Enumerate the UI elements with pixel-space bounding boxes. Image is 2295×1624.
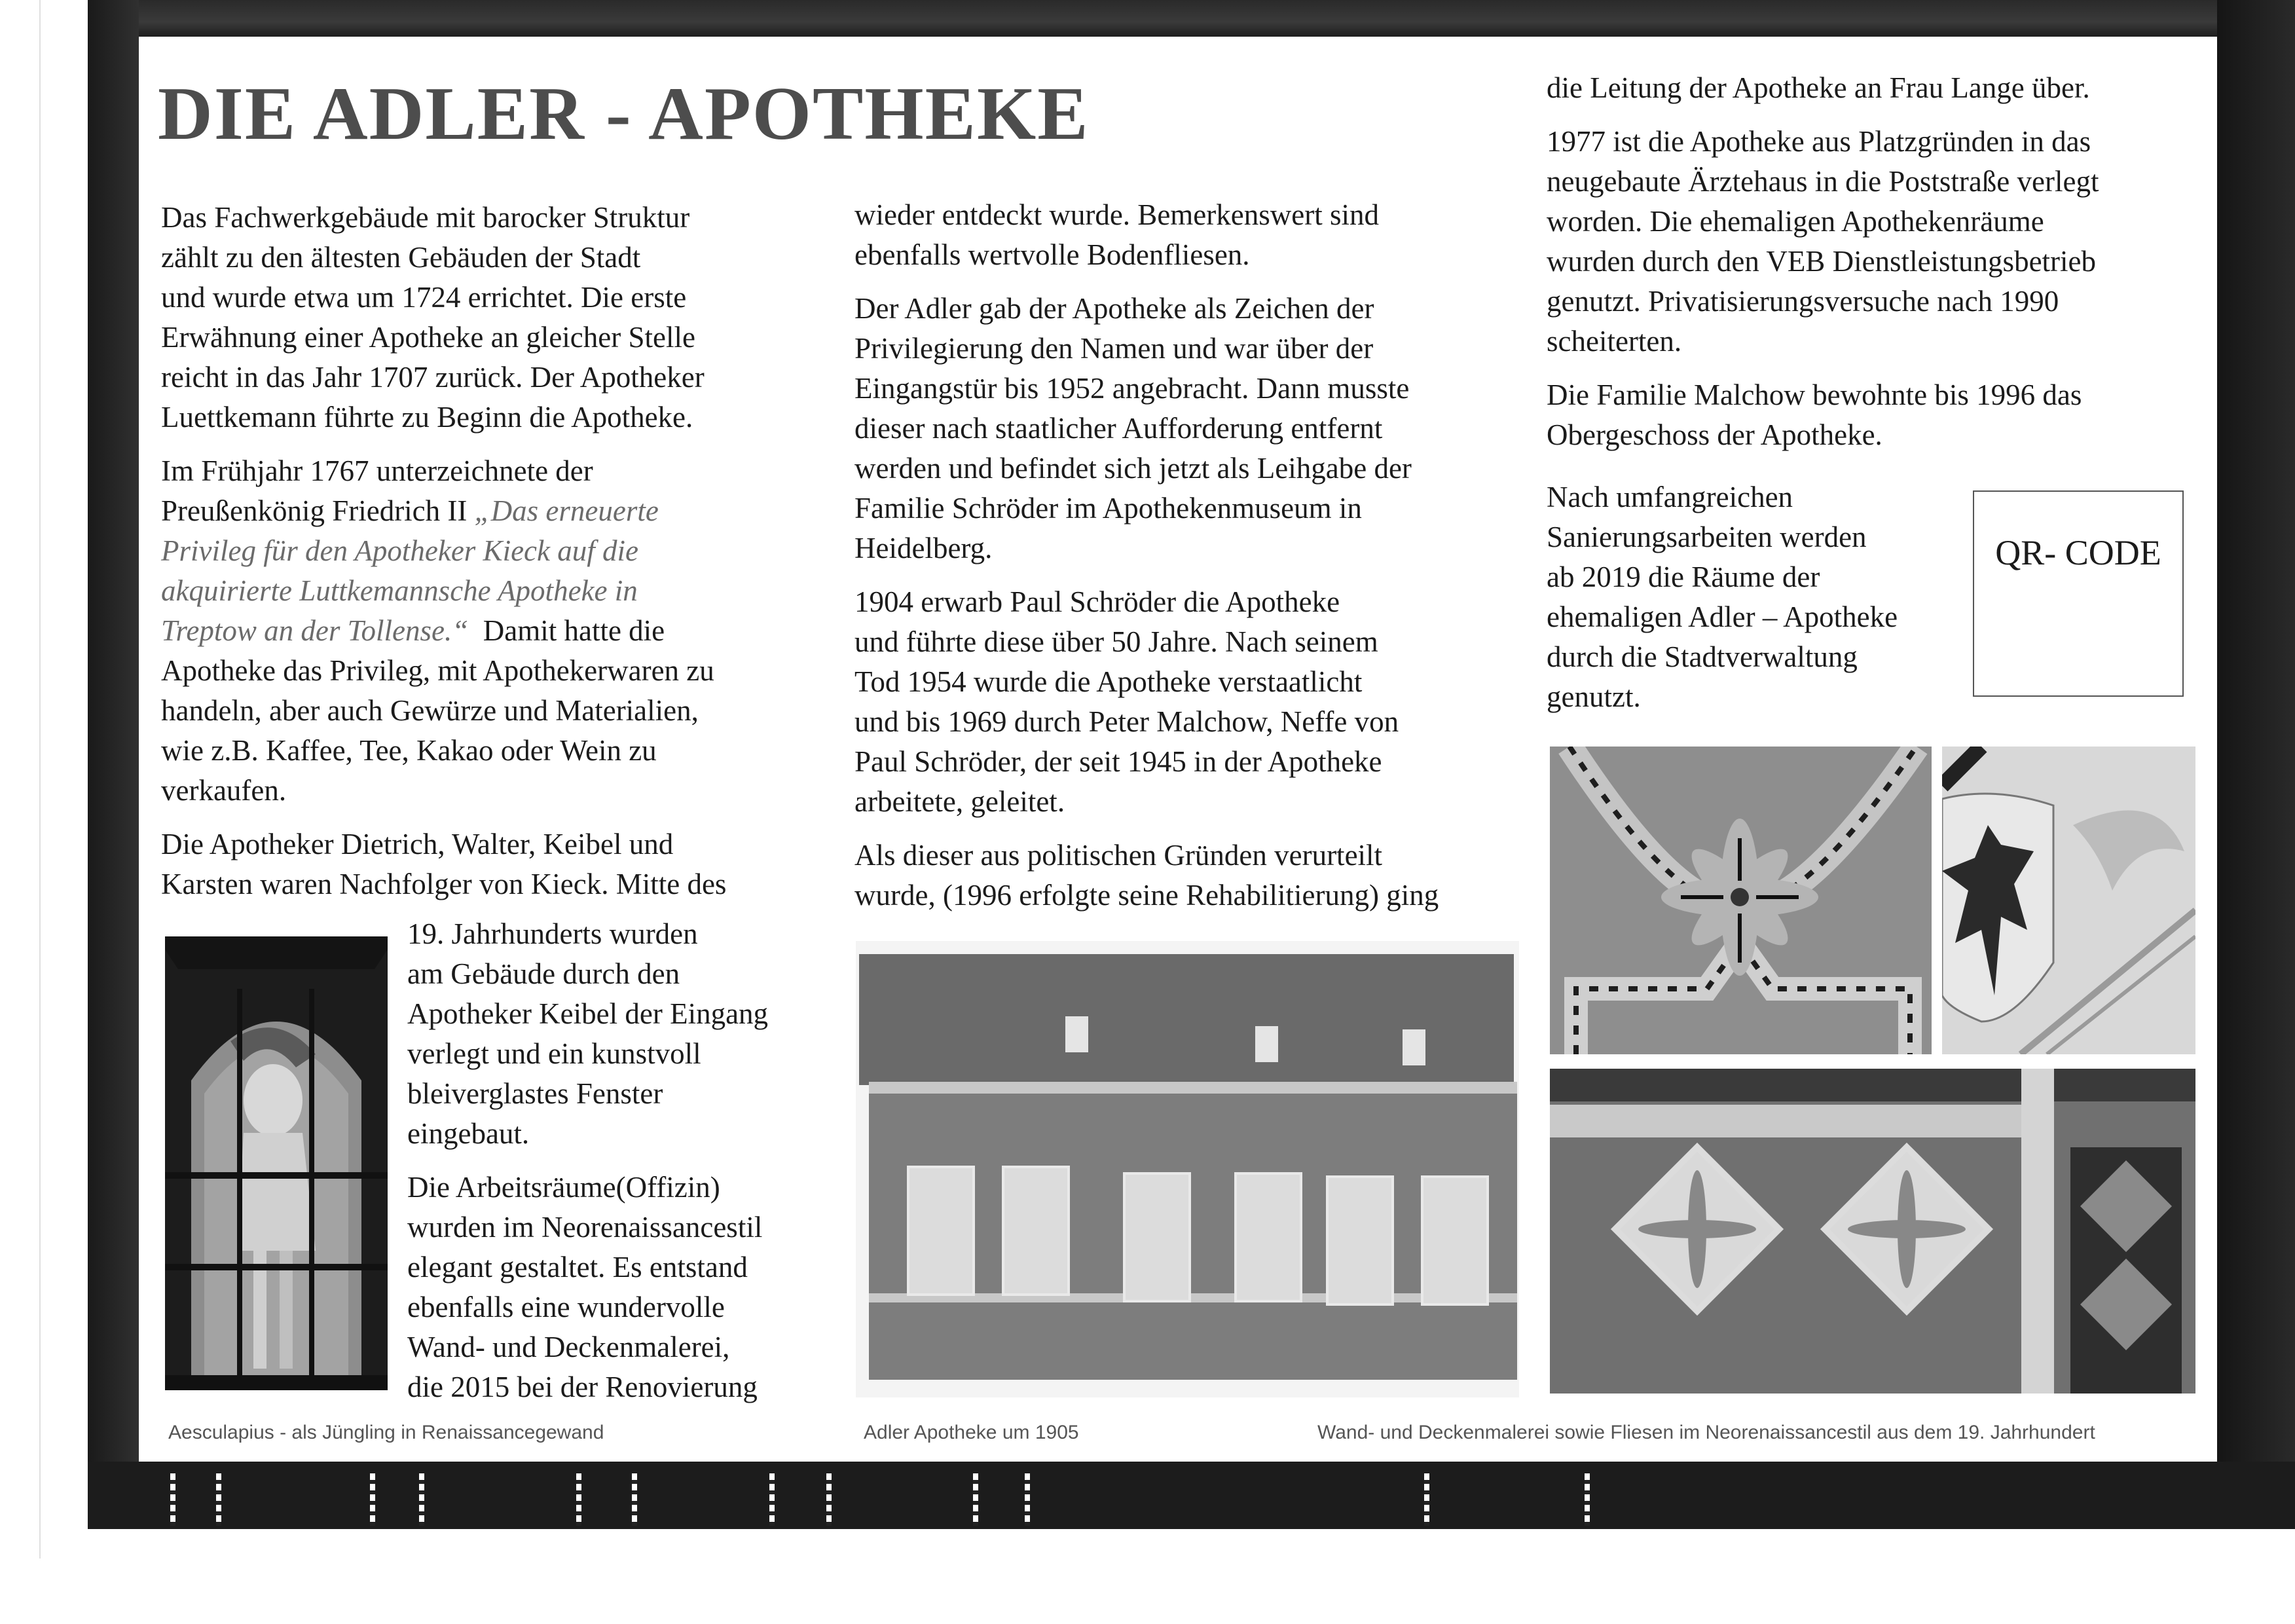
text-line: und wurde etwa um 1724 errichtet. Die erste [161,281,687,314]
paragraph-rediscovered [854,195,1516,275]
paragraph-relocation [1547,122,2208,361]
text-line: zählt zu den ältesten Gebäuden der Stadt [161,241,641,274]
text-line: arbeitete, geleitet. [854,785,1065,818]
text-line: Der Adler gab der Apotheke als Zeichen der [854,292,1374,325]
text-line: Sanierungsarbeiten werden [1547,521,1867,553]
scan-edge-line [39,0,41,1559]
text-line: dieser nach staatlicher Aufforderung entfernt [854,412,1383,445]
scan-artifact [769,1473,775,1526]
scan-artifact [632,1473,637,1526]
ceiling-painting-eagle-image [1942,747,2195,1054]
text-line: Die Arbeitsräume(Offizin) [407,1171,720,1204]
text-line: ebenfalls wertvolle Bodenfliesen. [854,238,1250,271]
paragraph-privilege [161,451,816,811]
text-line: ehemaligen Adler – Apotheke [1547,600,1898,633]
caption-building-photo: Adler Apotheke um 1905 [864,1422,1079,1443]
text-line: reicht in das Jahr 1707 zurück. Der Apotheker [161,361,705,394]
text-line: Damit hatte die [468,614,665,647]
text-line: werden und befindet sich jetzt als Leihgabe der [854,452,1412,485]
stained-glass-window-image [165,936,388,1390]
text-line: durch die Stadtverwaltung [1547,640,1858,673]
scan-artifact [419,1473,424,1526]
text-line: Als dieser aus politischen Gründen verurteilt [854,839,1383,872]
paragraph-history [161,198,816,437]
column-3-wrapped-text [1547,477,1966,717]
text-line: wurden durch den VEB Dienstleistungsbetrieb [1547,245,2097,278]
text-line: Nach umfangreichen [1547,481,1793,513]
text-line: Karsten waren Nachfolger von Kieck. Mitte des [161,868,727,900]
frame-right-border [2217,0,2295,1529]
text-line: worden. Die ehemaligen Apothekenräume [1547,205,2044,238]
text-line: bleiverglastes Fenster [407,1077,663,1110]
paragraph-successors [161,824,816,904]
text-line: Luettkemann führte zu Beginn die Apotheke. [161,401,693,434]
text-line: 19. Jahrhunderts wurden [407,917,698,950]
text-line: Das Fachwerkgebäude mit barocker Struktur [161,201,690,234]
column-1-wrapped-text [407,914,826,1421]
scan-artifact [170,1473,175,1526]
qr-code-label: QR- CODE [1995,533,2161,572]
text-line: Privilegierung den Namen und war über der [854,332,1374,365]
text-line: Paul Schröder, der seit 1945 in der Apotheke [854,745,1382,778]
text-line: und führte diese über 50 Jahre. Nach seinem [854,625,1378,658]
column-3 [1547,68,2208,469]
paragraph-schroeder [854,582,1516,822]
paragraph-lange [1547,68,2208,108]
column-1 [161,198,816,918]
paragraph-convicted [854,836,1516,915]
text-line: die 2015 bei der Renovierung [407,1371,758,1403]
text-line: wurde, (1996 erfolgte seine Rehabilitierung) ging [854,879,1439,912]
paragraph-entrance [407,914,826,1154]
text-line: scheiterten. [1547,325,1682,358]
scan-artifact [576,1473,581,1526]
paragraph-eagle [854,289,1516,568]
scan-artifact [216,1473,221,1526]
caption-paintings-tiles: Wand- und Deckenmalerei sowie Fliesen im Neorenaissancestil aus dem 19. Jahrhundert [1317,1422,2095,1443]
text-line: verlegt und ein kunstvoll [407,1037,701,1070]
quote-text: akquirierte Luttkemannsche Apotheke in [161,574,638,607]
text-line: wie z.B. Kaffee, Tee, Kakao oder Wein zu [161,734,657,767]
text-line: Obergeschoss der Apotheke. [1547,418,1882,451]
text-line: Erwähnung einer Apotheke an gleicher Stelle [161,321,695,354]
text-line: genutzt. [1547,680,1641,713]
floor-tiles-image [1550,1069,2195,1393]
text-line: elegant gestaltet. Es entstand [407,1251,748,1283]
text-line: und bis 1969 durch Peter Malchow, Neffe von [854,705,1399,738]
frame-left-border [88,0,139,1529]
text-line: handeln, aber auch Gewürze und Materialien, [161,694,699,727]
paragraph-offizin [407,1168,826,1407]
text-line: Preußenkönig Friedrich II [161,494,475,527]
text-line: die Leitung der Apotheke an Frau Lange über. [1547,71,2090,104]
text-line: Apotheke das Privileg, mit Apothekerwaren zu [161,654,714,687]
text-line: 1904 erwarb Paul Schröder die Apotheke [854,585,1340,618]
ceiling-painting-rosette-image [1550,747,1932,1054]
text-line: wieder entdeckt wurde. Bemerkenswert sind [854,198,1379,231]
quote-text: „Das erneuerte [474,494,659,527]
quote-text: Privileg für den Apotheker Kieck auf die [161,534,638,567]
text-line: ab 2019 die Räume der [1547,561,1820,593]
text-line: Die Apotheker Dietrich, Walter, Keibel und [161,828,674,860]
text-line: 1977 ist die Apotheke aus Platzgründen in das [1547,125,2091,158]
scan-artifact [1424,1473,1429,1526]
text-line: eingebaut. [407,1117,530,1150]
page-title: DIE ADLER - APOTHEKE [158,72,1090,156]
text-line: wurden im Neorenaissancestil [407,1211,763,1244]
text-line: verkaufen. [161,774,287,807]
text-line: genutzt. Privatisierungsversuche nach 1990 [1547,285,2059,318]
quote-text: Treptow an der Tollense.“ [161,614,469,647]
scan-artifact [973,1473,978,1526]
text-line: Familie Schröder im Apothekenmuseum in [854,492,1362,525]
scan-artifact [826,1473,832,1526]
building-photo-1905 [856,941,1519,1397]
text-line: am Gebäude durch den [407,957,680,990]
text-line: Tod 1954 wurde die Apotheke verstaatlicht [854,665,1363,698]
text-line: Heidelberg. [854,532,993,564]
paragraph-malchow [1547,375,2208,455]
scan-artifact [370,1473,375,1526]
column-2 [854,195,1516,929]
caption-stained-glass: Aesculapius - als Jüngling in Renaissancegewand [168,1422,604,1443]
text-line: ebenfalls eine wundervolle [407,1291,725,1323]
text-line: Die Familie Malchow bewohnte bis 1996 das [1547,378,2082,411]
text-line: Im Frühjahr 1767 unterzeichnete der [161,454,593,487]
text-line: neugebaute Ärztehaus in die Poststraße verlegt [1547,165,2099,198]
scan-artifact [1585,1473,1590,1526]
text-line: Eingangstür bis 1952 angebracht. Dann musste [854,372,1410,405]
qr-code-placeholder[interactable] [1973,490,2184,697]
text-line: Wand- und Deckenmalerei, [407,1331,730,1363]
scan-artifact [1025,1473,1030,1526]
frame-top-border [88,0,2295,37]
text-line: Apotheker Keibel der Eingang [407,997,769,1030]
